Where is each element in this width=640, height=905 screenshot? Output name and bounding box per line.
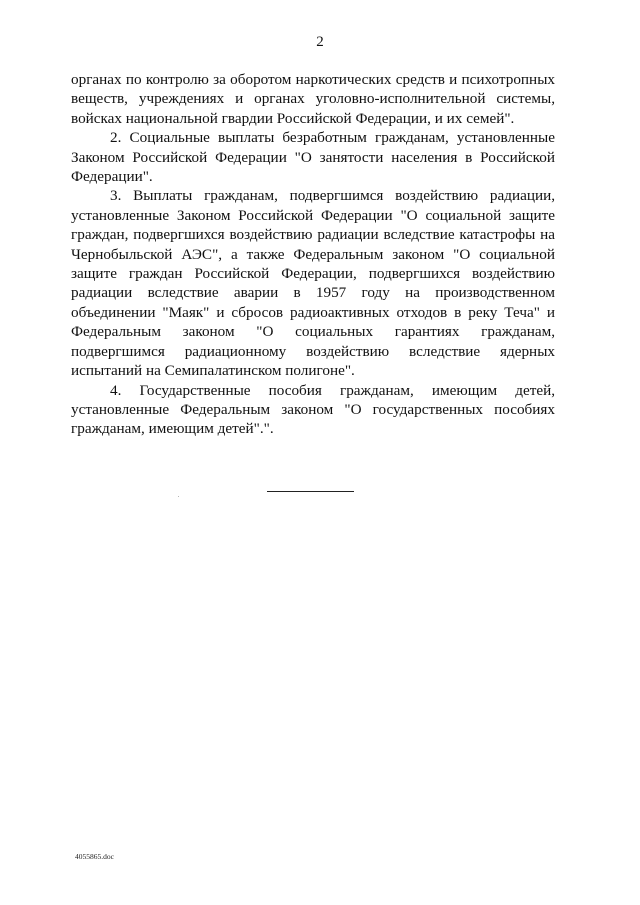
paragraph-item-2: 2. Социальные выплаты безработным гражданам, установленные Законом Российской Федерации "О занятости населения в Российской Федерации". — [71, 129, 555, 186]
page-number: 2 — [316, 34, 324, 50]
scan-speck — [178, 496, 179, 497]
paragraph-item-3: 3. Выплаты гражданам, подвергшимся воздействию радиации, установленные Законом Российской Федерации "О социальной защите граждан, подвергшихся воздействию радиации вследствие катастрофы на Чернобыльской АЭС", а также Федеральным законом "О социальной защите граждан Российской Федерации, подвергшихся воздействию радиации вследствие аварии в 1957 году на производственном объединении "Маяк" и сбросов радиоактивных отходов в реку Теча" и Федеральным законом "О социальных гарантиях гражданам, подвергшимся радиационному воздействию вследствие ядерных испытаний на Семипалатинском полигоне". — [71, 187, 555, 380]
paragraph-continuation: органах по контролю за оборотом наркотических средств и психотропных веществ, учреждениях и органах уголовно-исполнительной системы, войсках национальной гвардии Российской Федерации, и их семей". — [71, 71, 555, 127]
footer-file-name: 4055865.doc — [75, 852, 114, 861]
document-body — [71, 70, 555, 439]
end-divider-line — [267, 491, 354, 492]
paragraph-item-4: 4. Государственные пособия гражданам, имеющим детей, установленные Федеральным законом "О государственных пособиях гражданам, имеющим детей".". — [71, 381, 555, 438]
